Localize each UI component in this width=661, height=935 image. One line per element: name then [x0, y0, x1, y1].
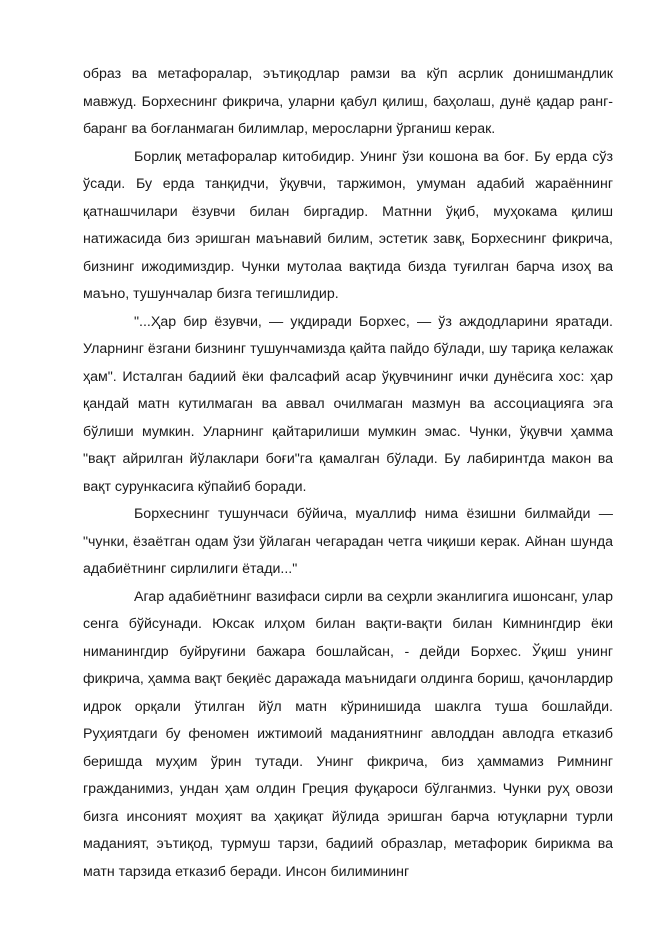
body-text — [83, 61, 613, 886]
paragraph-2: Борлиқ метафоралар китобидир. Унинг ўзи кошона ва боғ. Бу ерда сўз ўсади. Бу ерда танқидчи, ўқувчи, таржимон, умуман адабий жараённинг қатнашчилари ёзувчи билан биргадир. Матнни ўқиб, муҳокама қилиш натижасида биз эришган маънавий билим, эстетик завқ, Борхеснинг фикрича, бизнинг ижодимиздир. Чунки мутолаа вақтида бизда туғилган барча изоҳ ва маъно, тушунчалар бизга тегишлидир. — [83, 148, 613, 302]
paragraph-4: Борхеснинг тушунчаси бўйича, муаллиф нима ёзишни билмайди — "чунки, ёзаётган одам ўзи ўйлаган чегарадан четга чиқиши керак. Айнан шунда адабиётнинг сирлилиги ётади..." — [83, 506, 613, 577]
paragraph-3: "...Ҳар бир ёзувчи, — уқдиради Борхес, — ўз аждодларини яратади. Уларнинг ёзгани бизнинг тушунчамизда қайта пайдо бўлади, шу тариқа келажак ҳам". Исталган бадиий ёки фалсафий асар ўқувчининг ички дунёсига хос: ҳар қандай матн кутилмаган ва аввал очилмаган мазмун ва ассоциацияга эга бўлиши мумкин. Уларнинг қайтарилиши мумкин эмас. Чунки, ўқувчи ҳамма "вақт айрилган йўлаклари боғи"га қамалган бўлади. Бу лабиринтда макон ва вақт сурункасига кўпайиб боради. — [83, 313, 613, 495]
paragraph-5: Агар адабиётнинг вазифаси сирли ва сеҳрли эканлигига ишонсанг, улар сенга бўйсунади. Юксак илҳом билан вақти-вақти билан Кимнингдир ёки ниманингдир буйруғини бажара бошлайсан, - дейди Борхес. Ўқиш унинг фикрича, ҳамма вақт беқиёс даражада маънидаги олдинга бориш, қачонлардир идрок орқали ўтилган йўл матн кўринишида шаклга туша бошлайди. Руҳиятдаги бу феномен ижтимоий маданиятнинг авлоддан авлодга етказиб беришда муҳим ўрин тутади. Унинг фикрича, биз ҳаммамиз Римнинг гражданимиз, ундан ҳам олдин Греция фуқароси бўлганмиз. Чунки руҳ овози бизга инсоният моҳият ва ҳақиқат йўлида эришган барча ютуқларни турли маданият, эътиқод, турмуш тарзи, бадиий образлар, метафорик бирикма ва матн тарзида етказиб беради. Инсон билимининг — [83, 588, 613, 880]
paragraph-1: образ ва метафоралар, эътиқодлар рамзи ва кўп асрлик донишмандлик мавжуд. Борхеснинг фикрича, уларни қабул қилиш, баҳолаш, дунё қадар ранг-баранг ва боғланмаган билимлар, меросларни ўрганиш керак. — [83, 66, 613, 137]
